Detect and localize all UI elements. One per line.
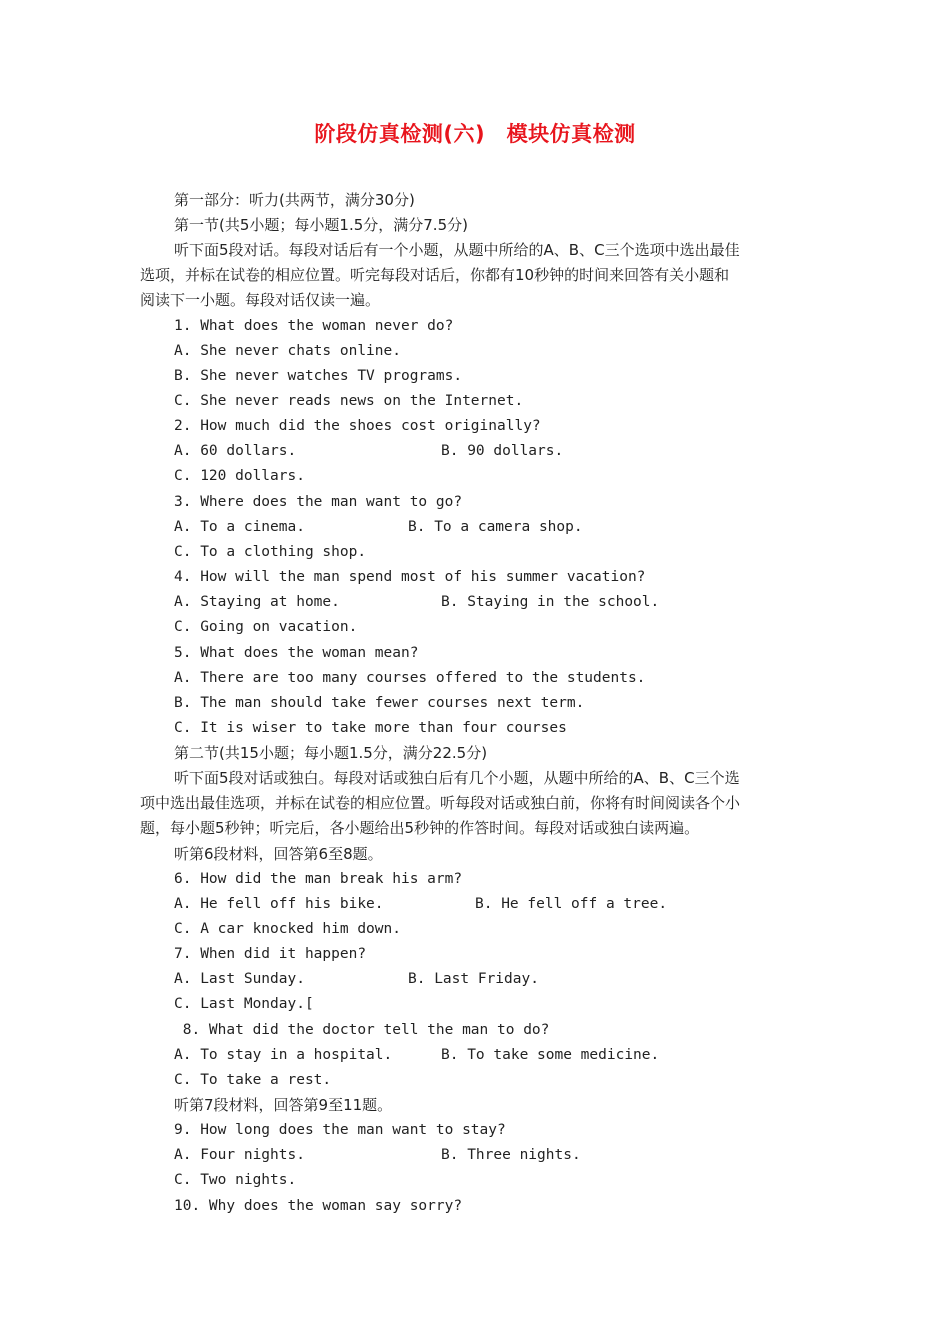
question-4-option-c: C. Going on vacation. xyxy=(174,619,358,635)
question-4-option-a: A. Staying at home. xyxy=(174,594,340,610)
question-1-option-c: C. She never reads news on the Internet. xyxy=(174,393,524,409)
question-8-option-c: C. To take a rest. xyxy=(174,1072,332,1088)
question-4-option-b: B. Staying in the school. xyxy=(441,594,660,610)
question-6-option-b: B. He fell off a tree. xyxy=(475,896,668,912)
question-7-option-c: C. Last Monday.[ xyxy=(174,996,314,1012)
page-title: 阶段仿真检测(六) 模块仿真检测 xyxy=(314,122,636,146)
question-8-option-b: B. To take some medicine. xyxy=(441,1047,660,1063)
question-6: 6. How did the man break his arm? xyxy=(174,871,463,887)
question-8-option-a: A. To stay in a hospital. xyxy=(174,1047,393,1063)
section2-instructions-line1: 听下面5段对话或独白。每段对话或独白后有几个小题，从题中所给的A、B、C三个选 xyxy=(174,769,740,787)
question-7-option-b: B. Last Friday. xyxy=(408,971,539,987)
question-9: 9. How long does the man want to stay? xyxy=(174,1122,506,1138)
section1-instructions-line3: 阅读下一小题。每段对话仅读一遍。 xyxy=(140,291,381,309)
question-2-option-c: C. 120 dollars. xyxy=(174,468,305,484)
question-6-option-a: A. He fell off his bike. xyxy=(174,896,384,912)
section1-instructions-line1: 听下面5段对话。每段对话后有一个小题，从题中所给的A、B、C三个选项中选出最佳 xyxy=(174,241,740,259)
question-9-option-a: A. Four nights. xyxy=(174,1147,305,1163)
material-6-heading: 听第6段材料，回答第6至8题。 xyxy=(174,845,383,863)
question-10: 10. Why does the woman say sorry? xyxy=(174,1198,463,1214)
question-8: 8. What did the doctor tell the man to do? xyxy=(174,1022,550,1038)
question-3: 3. Where does the man want to go? xyxy=(174,494,463,510)
section2-instructions-line3: 题，每小题5秒钟；听完后，各小题给出5秒钟的作答时间。每段对话或独白读两遍。 xyxy=(140,819,700,837)
question-7: 7. When did it happen? xyxy=(174,946,367,962)
question-3-option-b: B. To a camera shop. xyxy=(408,519,583,535)
question-2-option-b: B. 90 dollars. xyxy=(441,443,564,459)
question-5-option-b: B. The man should take fewer courses next term. xyxy=(174,695,585,711)
part1-heading: 第一部分：听力(共两节，满分30分) xyxy=(174,191,415,209)
question-3-option-c: C. To a clothing shop. xyxy=(174,544,367,560)
question-9-option-c: C. Two nights. xyxy=(174,1172,297,1188)
section1-heading: 第一节(共5小题；每小题1.5分，满分7.5分) xyxy=(174,216,468,234)
question-7-option-a: A. Last Sunday. xyxy=(174,971,305,987)
question-1-option-b: B. She never watches TV programs. xyxy=(174,368,463,384)
question-5: 5. What does the woman mean? xyxy=(174,645,419,661)
question-9-option-b: B. Three nights. xyxy=(441,1147,581,1163)
material-7-heading: 听第7段材料，回答第9至11题。 xyxy=(174,1096,393,1114)
question-1: 1. What does the woman never do? xyxy=(174,318,454,334)
question-5-option-a: A. There are too many courses offered to the students. xyxy=(174,670,646,686)
question-2: 2. How much did the shoes cost originally? xyxy=(174,418,541,434)
question-4: 4. How will the man spend most of his summer vacation? xyxy=(174,569,646,585)
section1-instructions-line2: 选项，并标在试卷的相应位置。听完每段对话后，你都有10秒钟的时间来回答有关小题和 xyxy=(140,266,730,284)
question-5-option-c: C. It is wiser to take more than four courses xyxy=(174,720,567,736)
question-6-option-c: C. A car knocked him down. xyxy=(174,921,401,937)
question-3-option-a: A. To a cinema. xyxy=(174,519,305,535)
question-1-option-a: A. She never chats online. xyxy=(174,343,401,359)
section2-instructions-line2: 项中选出最佳选项，并标在试卷的相应位置。听每段对话或独白前，你将有时间阅读各个小 xyxy=(140,794,741,812)
section2-heading: 第二节(共15小题；每小题1.5分，满分22.5分) xyxy=(174,744,488,762)
question-2-option-a: A. 60 dollars. xyxy=(174,443,297,459)
